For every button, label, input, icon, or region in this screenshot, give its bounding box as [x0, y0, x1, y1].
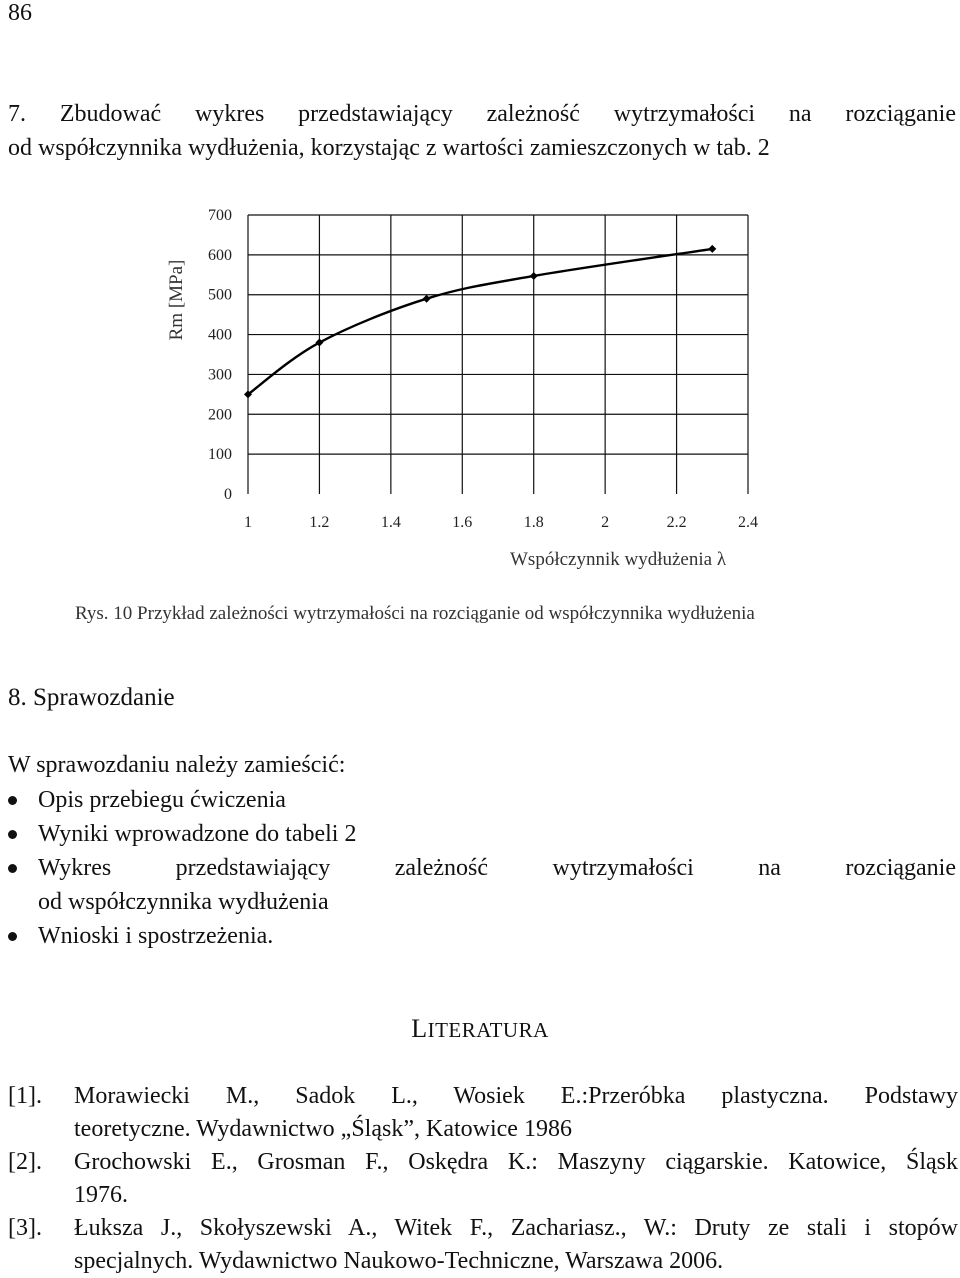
y-tick-label: 500 — [208, 286, 232, 304]
reference-number: [2]. — [8, 1149, 42, 1175]
list-item: Wykres przedstawiający zależność wytrzymałości na rozciąganie od współczynnika wydłużenia — [8, 851, 956, 919]
task-7-line-2: od współczynnika wydłużenia, korzystając z wartości zamieszczonych w tab. 2 — [8, 135, 770, 161]
list-item: Wyniki wprowadzone do tabeli 2 — [8, 817, 956, 851]
chart — [150, 195, 790, 595]
line-chart — [150, 195, 790, 595]
y-tick-label: 400 — [208, 326, 232, 344]
x-tick-label: 2.4 — [738, 514, 758, 531]
data-point — [708, 245, 716, 253]
x-tick-label: 1 — [244, 514, 252, 531]
figure-caption: Rys. 10 Przykład zależności wytrzymałości na rozciąganie od współczynnika wydłużenia — [75, 603, 755, 624]
x-tick-label: 1.4 — [380, 514, 401, 531]
y-tick-label: 300 — [208, 366, 232, 384]
y-tick-label: 700 — [208, 207, 232, 224]
bullet-icon — [8, 864, 17, 873]
report-intro: W sprawozdaniu należy zamieścić: — [8, 752, 346, 778]
task-7-line-1: 7. Zbudować wykres przedstawiający zależność wytrzymałości na rozciąganie — [8, 101, 956, 127]
reference-item: [2]. Grochowski E., Grosman F., Oskędra K.: Maszyny ciągarskie. Katowice, Śląsk 1976. — [8, 1146, 958, 1212]
x-axis-label: Współczynnik wydłużenia λ — [510, 549, 727, 570]
y-tick-label: 100 — [208, 446, 232, 464]
x-tick-labels — [244, 514, 758, 531]
y-axis-label: Rm [MPa] — [166, 259, 187, 341]
x-tick-label: 1.8 — [523, 514, 544, 531]
reference-number: [1]. — [8, 1083, 42, 1109]
x-tick-label: 2.2 — [666, 514, 687, 531]
grid-lines — [248, 215, 748, 494]
reference-number: [3]. — [8, 1215, 42, 1241]
y-tick-label: 0 — [224, 486, 232, 503]
report-section-title: 8. Sprawozdanie — [8, 684, 175, 711]
x-tick-label: 1.6 — [452, 514, 473, 531]
y-tick-labels — [208, 207, 232, 503]
x-tick-label: 2 — [601, 514, 610, 531]
reference-item: [3]. Łuksza J., Skołyszewski A., Witek F., Zachariasz., W.: Druty ze stali i stopów specjalnych. Wydawnictwo Naukowo-Techniczne, Warszawa 2006. — [8, 1212, 958, 1278]
list-item: Opis przebiegu ćwiczenia — [8, 783, 956, 817]
series-line — [248, 249, 712, 394]
reference-item: [1]. Morawiecki M., Sadok L., Wosiek E.:Przeróbka plastyczna. Podstawy teoretyczne. Wydawnictwo „Śląsk”, Katowice 1986 — [8, 1080, 958, 1146]
y-tick-label: 600 — [208, 246, 232, 264]
bullet-icon — [8, 932, 17, 941]
task-7-text — [8, 97, 956, 165]
list-item: Wnioski i spostrzeżenia. — [8, 919, 956, 953]
bullet-icon — [8, 830, 17, 839]
page-number: 86 — [8, 0, 32, 26]
report-list — [8, 783, 956, 953]
reference-list — [8, 1080, 958, 1278]
series — [244, 245, 716, 398]
data-point — [530, 272, 538, 280]
y-tick-label: 200 — [208, 406, 232, 424]
literature-title: LITERATURA — [411, 1014, 549, 1043]
x-tick-label: 1.2 — [309, 514, 330, 531]
bullet-icon — [8, 796, 17, 805]
data-point — [423, 295, 431, 303]
